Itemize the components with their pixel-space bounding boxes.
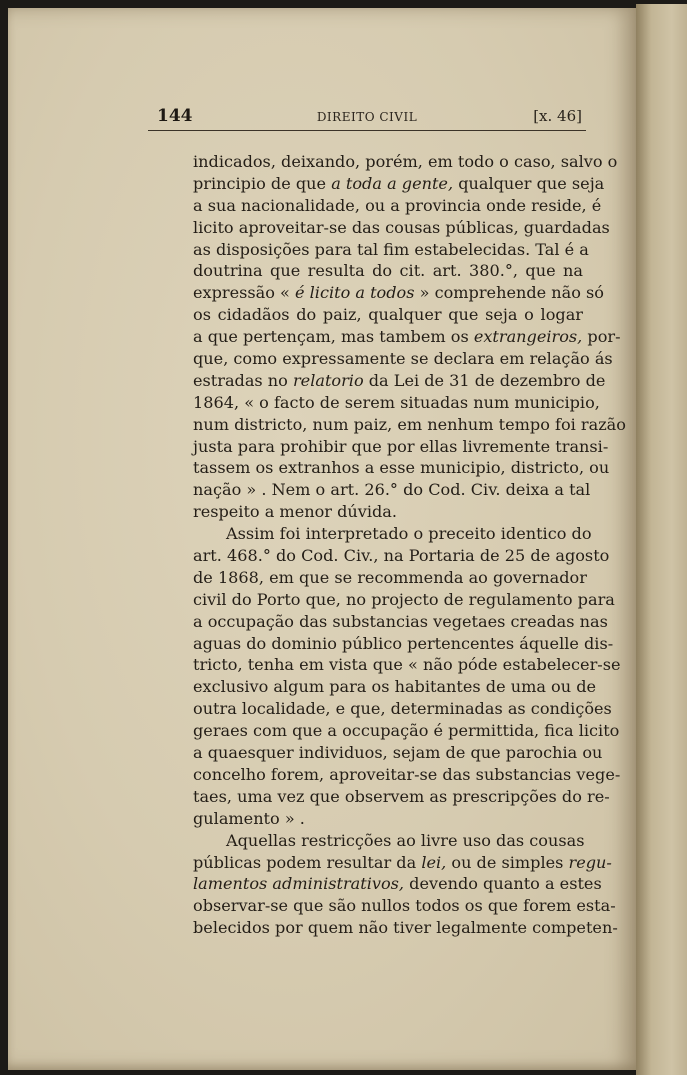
text-line	[193, 764, 621, 786]
text-line	[193, 348, 613, 370]
text-segment: exclusivo algum para os habitantes de uma ou de	[193, 677, 597, 697]
text-line	[193, 523, 592, 545]
text-line	[193, 282, 604, 304]
text-line	[193, 260, 583, 282]
text-line	[193, 830, 583, 852]
section-reference: [x. 46]	[533, 107, 582, 125]
text-line	[193, 611, 608, 633]
text-segment: justa para prohibir que por ellas livremente transi-	[193, 436, 609, 456]
text-segment: públicas podem resultar da	[193, 852, 422, 872]
text-line	[193, 479, 591, 501]
text-line	[193, 326, 621, 348]
text-segment: concelho forem, aproveitar-se das substancias vege-	[193, 764, 621, 784]
italic-text: a toda a gente,	[331, 173, 454, 193]
text-segment: a que pertençam, mas tambem os	[193, 327, 474, 347]
text-segment: por-	[582, 327, 621, 347]
text-segment: observar-se que são nullos todos os que forem esta-	[193, 896, 616, 916]
text-line	[193, 501, 583, 523]
text-segment: Assim foi interpretado o preceito identico do	[226, 524, 592, 544]
adjacent-page-edge	[636, 4, 687, 1075]
text-segment: gulamento » .	[193, 808, 305, 828]
italic-text: regu-	[568, 852, 612, 872]
text-line	[193, 676, 597, 698]
text-segment: da Lei de 31 de dezembro de	[363, 370, 606, 390]
text-segment: aguas do dominio público pertencentes áquelle dis-	[193, 633, 614, 653]
text-segment: estradas no	[193, 370, 293, 390]
page-number: 144	[157, 106, 193, 126]
text-segment: » comprehende não só	[414, 283, 604, 303]
text-segment: num districto, num paiz, em nenhum tempo foi razão	[193, 414, 626, 434]
text-segment: devendo quanto a estes	[404, 874, 602, 894]
text-line	[193, 436, 609, 458]
text-segment: outra localidade, e que, determinadas as condições	[193, 699, 612, 719]
text-segment: que, como expressamente se declara em relação ás	[193, 349, 613, 369]
text-line	[193, 370, 606, 392]
text-line	[193, 304, 583, 326]
text-segment: respeito a menor dúvida.	[193, 502, 398, 522]
text-segment: taes, uma vez que observem as prescripções do re-	[193, 786, 610, 806]
text-line	[193, 392, 600, 414]
text-line	[193, 917, 618, 939]
running-title: DIREITO CIVIL	[316, 110, 418, 124]
italic-text: lei,	[421, 852, 447, 872]
italic-text: é licito a todos	[295, 283, 415, 303]
text-segment: a sua nacionalidade, ou a provincia onde reside, é	[193, 195, 602, 215]
text-line	[193, 173, 605, 195]
text-segment: de 1868, em que se recommenda ao governador	[193, 567, 587, 587]
text-line	[193, 786, 610, 808]
text-segment: indicados, deixando, porém, em todo o caso, salvo o	[193, 152, 618, 171]
text-segment: a quaesquer individuos, sejam de que parochia ou	[193, 743, 603, 763]
text-line	[193, 239, 589, 261]
text-segment: ou de simples	[446, 852, 569, 872]
text-line	[193, 720, 620, 742]
text-segment: 1864, « o facto de serem situadas num municipio,	[193, 392, 600, 412]
text-segment: principio de que	[193, 173, 332, 193]
text-line	[193, 895, 616, 917]
italic-text: relatorio	[292, 370, 364, 390]
text-segment: as disposições para tal fim estabelecidas. Tal é a	[193, 239, 589, 259]
text-segment: geraes com que a occupação é permittida, fica licito	[193, 721, 620, 741]
italic-text: extrangeiros,	[473, 327, 583, 347]
text-segment: tassem os extranhos a esse municipio, districto, ou	[193, 458, 610, 478]
text-segment: expressão «	[193, 283, 296, 303]
page-header	[148, 100, 586, 131]
text-line	[193, 414, 626, 436]
italic-text: lamentos administrativos,	[193, 874, 405, 894]
text-line	[193, 698, 612, 720]
text-segment: a occupação das substancias vegetaes creadas nas	[193, 611, 608, 631]
text-line	[193, 151, 618, 173]
text-line	[193, 457, 610, 479]
text-line	[193, 195, 602, 217]
text-line	[193, 808, 583, 830]
text-segment: licito aproveitar-se das cousas públicas, guardadas	[193, 217, 610, 237]
text-line	[193, 589, 615, 611]
text-segment: Aquellas restricções ao livre uso das cousas	[226, 830, 585, 850]
text-segment: os cidadãos do paiz, qualquer que seja o logar	[193, 305, 583, 325]
text-segment: doutrina que resulta do cit. art. 380.°, que na	[193, 261, 583, 281]
text-segment: qualquer que seja	[453, 173, 605, 193]
text-segment: nação » . Nem o art. 26.° do Cod. Civ. deixa a tal	[193, 480, 591, 500]
text-line	[193, 654, 621, 676]
text-segment: art. 468.° do Cod. Civ., na Portaria de 25 de agosto	[193, 546, 610, 566]
text-line	[193, 742, 603, 764]
body-text	[193, 151, 626, 939]
text-segment: civil do Porto que, no projecto de regulamento para	[193, 589, 615, 609]
text-line	[193, 852, 612, 874]
text-segment: tricto, tenha em vista que « não póde estabelecer-se	[193, 655, 621, 675]
text-line	[193, 217, 610, 239]
text-line	[193, 633, 614, 655]
text-line	[193, 545, 610, 567]
text-line	[193, 567, 587, 589]
text-segment: belecidos por quem não tiver legalmente competen-	[193, 918, 618, 938]
text-line	[193, 873, 602, 895]
